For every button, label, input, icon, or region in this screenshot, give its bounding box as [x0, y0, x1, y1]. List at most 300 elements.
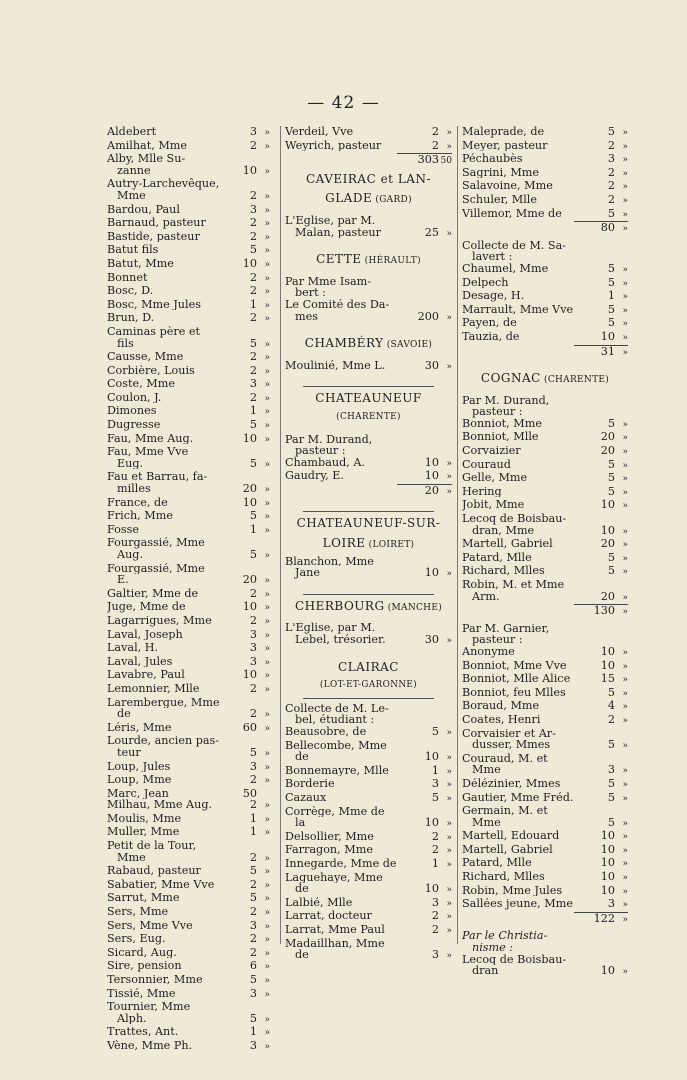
- donor-name: Aldebert: [107, 126, 157, 138]
- heading-region: (MANCHE): [384, 602, 443, 613]
- amount: 3: [249, 759, 257, 773]
- heading-title: GLADE: [325, 191, 373, 206]
- donor-row: [107, 669, 270, 683]
- amount-unit: »: [446, 361, 452, 372]
- amount-unit: »: [264, 644, 270, 655]
- donor-row: [285, 792, 452, 806]
- donor-row: [462, 431, 628, 445]
- donor-name: Bonnet: [107, 271, 148, 284]
- donor-row: [285, 470, 452, 484]
- amount: 20: [242, 573, 257, 587]
- divider-rule: [303, 698, 434, 699]
- heading-title: CAVEIRAC et LAN-: [305, 171, 432, 186]
- donor-row: [462, 830, 628, 844]
- donor-row: [462, 304, 628, 318]
- section-heading: [285, 338, 452, 352]
- amount: 5: [431, 725, 439, 738]
- donor-name: Tissié, Mme: [107, 987, 176, 1000]
- donor-name: Robin, Mme Jules: [462, 884, 563, 897]
- amount-unit: »: [622, 886, 628, 897]
- donor-row: [462, 240, 628, 252]
- donor-row: [107, 204, 270, 218]
- amount: 1: [249, 522, 257, 536]
- donor-name: Gautier, Mme Fréd.: [462, 791, 574, 804]
- donor-name: Sers, Mme: [107, 906, 169, 918]
- donor-row: [462, 623, 628, 635]
- donor-row: [462, 525, 628, 539]
- amount: 2: [249, 850, 257, 864]
- donor-row: [285, 883, 452, 897]
- amount-unit: »: [622, 433, 628, 444]
- donor-row: [107, 865, 270, 879]
- donor-name: Jobit, Mme: [462, 499, 525, 512]
- amount-unit: »: [622, 818, 628, 829]
- amount-unit: »: [446, 128, 452, 138]
- donor-name: Mme: [117, 189, 146, 202]
- amount-unit: »: [622, 832, 628, 843]
- heading-title: LOIRE: [322, 536, 366, 551]
- amount: 2: [249, 138, 257, 152]
- amount-unit: »: [622, 967, 628, 978]
- amount-unit: »: [264, 1014, 270, 1025]
- donor-name: Richard, Mlles: [462, 871, 545, 883]
- donor-row: [462, 646, 628, 660]
- amount-unit: »: [264, 525, 270, 536]
- donor-name: Moulis, Mme: [107, 812, 182, 825]
- amount: 5: [249, 456, 257, 470]
- amount-unit: »: [622, 526, 628, 537]
- amount-unit: »: [264, 551, 270, 561]
- amount: 2: [607, 712, 615, 726]
- section-heading: [285, 659, 452, 676]
- donor-row: [285, 434, 452, 446]
- amount: 10: [600, 644, 615, 658]
- donor-name: Barnaud, pasteur: [107, 217, 206, 229]
- amount-unit: »: [622, 168, 628, 179]
- donor-row: [107, 351, 270, 365]
- amount-unit: »: [446, 859, 452, 870]
- donor-row: [285, 140, 452, 154]
- spacer: [285, 268, 452, 276]
- amount: 15: [600, 672, 615, 686]
- donor-name: Fau, Mme Aug.: [107, 432, 194, 445]
- donor-row: [107, 338, 270, 352]
- amount: 1: [249, 1025, 257, 1039]
- amount: 10: [424, 816, 439, 830]
- amount: 5: [607, 685, 615, 699]
- donor-name: Arm.: [472, 590, 500, 603]
- donor-name: Lebel, trésorier.: [295, 634, 386, 646]
- amount-unit: »: [446, 885, 452, 896]
- amount-unit: »: [264, 512, 270, 523]
- amount-unit: »: [446, 912, 452, 923]
- spacer: [462, 359, 628, 367]
- amount-unit: 50: [440, 156, 452, 167]
- heading-title: CHATEAUNEUF: [315, 391, 422, 406]
- amount: 10: [600, 523, 615, 537]
- amount: 10: [424, 455, 439, 469]
- donor-name: Dugresse: [107, 419, 161, 431]
- amount: 1: [431, 856, 439, 870]
- donor-name: Bosc, Mme Jules: [107, 298, 201, 311]
- donor-name: Aug.: [117, 549, 144, 561]
- amount-unit: »: [264, 459, 270, 470]
- amount-unit: »: [622, 914, 628, 925]
- amount-unit: »: [622, 715, 628, 726]
- donor-row: [462, 277, 628, 291]
- amount: 5: [249, 548, 257, 561]
- amount-unit: »: [622, 278, 628, 289]
- donor-row: [462, 126, 628, 140]
- donor-name: Maleprade, de: [462, 126, 545, 138]
- donor-name: Mme: [472, 816, 501, 829]
- amount-unit: »: [264, 723, 270, 734]
- subtotal-row: [574, 912, 628, 927]
- amount-unit: »: [264, 393, 270, 404]
- amount-unit: »: [622, 793, 628, 804]
- amount-unit: »: [622, 182, 628, 193]
- amount: 3: [607, 152, 615, 166]
- donor-row: [285, 938, 452, 950]
- donor-row: [107, 960, 270, 974]
- donor-name: Sers, Eug.: [107, 933, 166, 945]
- donor-row: [107, 799, 270, 813]
- amount-unit: »: [264, 828, 270, 839]
- donor-name: Corrège, Mme de: [285, 805, 385, 818]
- amount-unit: »: [622, 702, 628, 713]
- donor-name: Patard, Mlle: [462, 551, 532, 564]
- donor-row: [285, 778, 452, 792]
- amount-unit: »: [264, 191, 270, 202]
- donor-row: [462, 660, 628, 674]
- amount: 5: [249, 1011, 257, 1025]
- amount-unit: »: [622, 305, 628, 316]
- amount-unit: »: [622, 675, 628, 686]
- amount-unit: »: [446, 832, 452, 843]
- amount: 2: [607, 179, 615, 193]
- donor-name: Bonniot, Mlle Alice: [462, 673, 571, 685]
- amount: 3: [249, 1038, 257, 1052]
- donor-row: [462, 208, 628, 222]
- donor-name: Bastide, pasteur: [107, 230, 200, 243]
- donor-name: Collecte de M. Le-: [285, 702, 389, 715]
- donor-name: dran: [472, 965, 499, 977]
- amount: 2: [249, 229, 257, 243]
- amount-unit: »: [264, 259, 270, 270]
- amount-unit: »: [264, 853, 270, 864]
- spacer: [285, 324, 452, 332]
- amount-unit: »: [264, 485, 270, 496]
- donor-name: Loup, Mme: [107, 774, 172, 786]
- amount: 2: [607, 192, 615, 206]
- donor-name: Rabaud, pasteur: [107, 865, 201, 877]
- amount-unit: »: [264, 962, 270, 973]
- donor-row: [462, 290, 628, 304]
- donor-row: [285, 910, 452, 924]
- donor-row: [462, 263, 628, 277]
- amount-unit: »: [264, 976, 270, 986]
- amount: 200: [417, 309, 439, 323]
- amount-unit: »: [264, 434, 270, 445]
- donor-row: [107, 392, 270, 406]
- amount-unit: »: [264, 776, 270, 787]
- amount-unit: »: [264, 576, 270, 587]
- amount-unit: »: [446, 312, 452, 323]
- donor-row: [107, 510, 270, 524]
- donor-name: Brun, D.: [107, 312, 155, 324]
- amount-unit: »: [446, 458, 452, 469]
- column-left: [107, 126, 270, 1054]
- amount-unit: »: [622, 540, 628, 551]
- amount: 5: [607, 471, 615, 485]
- amount: 10: [242, 256, 257, 270]
- section-heading: [462, 373, 628, 387]
- amount-unit: »: [264, 1041, 270, 1052]
- amount-unit: »: [264, 710, 270, 721]
- donor-name: Patard, Mlle: [462, 857, 532, 870]
- subtotal-row: [397, 153, 452, 168]
- donor-name: Bosc, D.: [107, 285, 154, 297]
- donor-name: L'Eglise, par M.: [285, 214, 376, 227]
- donor-name: Laval, Jules: [107, 655, 173, 668]
- donor-name: Alph.: [117, 1012, 147, 1025]
- donor-row: [462, 714, 628, 728]
- donor-row: [107, 892, 270, 906]
- donor-row: [462, 167, 628, 181]
- amount-unit: »: [446, 925, 452, 936]
- donor-row: [107, 920, 270, 934]
- donor-row: [107, 774, 270, 788]
- amount: 10: [600, 329, 615, 343]
- donor-row: [285, 751, 452, 765]
- donor-name: Fau et Barrau, fa-: [107, 471, 208, 484]
- donor-name: Villemor, Mme de: [462, 207, 562, 220]
- donor-row: [462, 153, 628, 167]
- donor-row: [107, 601, 270, 615]
- donor-name: Sabatier, Mme Vve: [107, 878, 215, 891]
- amount: 2: [431, 829, 439, 843]
- donor-name: bert :: [295, 287, 326, 299]
- amount: 5: [249, 418, 257, 432]
- donor-row: [285, 817, 452, 831]
- donor-name: Cazaux: [285, 791, 327, 804]
- donor-name: dran, Mme: [472, 524, 535, 537]
- donor-name: Schuler, Mlle: [462, 193, 538, 206]
- donor-row: [462, 687, 628, 701]
- amount-unit: »: [622, 688, 628, 699]
- amount-unit: »: [622, 647, 628, 658]
- amount: 10: [600, 883, 615, 897]
- amount-unit: »: [264, 657, 270, 668]
- amount-unit: »: [264, 380, 270, 391]
- donor-row: [285, 567, 452, 581]
- amount: 5: [607, 550, 615, 564]
- amount-unit: »: [622, 264, 628, 275]
- donor-row: [462, 565, 628, 579]
- donor-row: [462, 700, 628, 714]
- donor-name: Lalbié, Mlle: [285, 896, 353, 909]
- amount-unit: »: [622, 460, 628, 471]
- amount: 5: [607, 776, 615, 790]
- amount: 3: [431, 777, 439, 791]
- amount: 3: [249, 654, 257, 668]
- amount: 5: [607, 275, 615, 289]
- amount: 10: [242, 495, 257, 509]
- donor-row: [107, 788, 270, 800]
- donor-name: lavert :: [472, 251, 513, 263]
- donor-row: [107, 537, 270, 549]
- amount-unit: »: [264, 589, 270, 600]
- amount: 2: [249, 707, 257, 721]
- divider-rule: [303, 511, 434, 512]
- heading-region: (CHARENTE): [540, 375, 610, 386]
- amount: 2: [249, 350, 257, 364]
- donor-row: [462, 792, 628, 806]
- amount: 10: [600, 658, 615, 672]
- amount-unit: »: [446, 753, 452, 764]
- amount: 5: [607, 261, 615, 275]
- donor-name: Madaillhan, Mme: [285, 937, 385, 950]
- donor-name: Laval, H.: [107, 642, 159, 654]
- amount: 5: [249, 336, 257, 350]
- donor-row: [107, 1001, 270, 1013]
- donor-row: [107, 446, 270, 458]
- donor-row: [285, 924, 452, 938]
- donor-name: Loup, Jules: [107, 760, 171, 773]
- amount-unit: »: [264, 1028, 270, 1039]
- donor-name: Tersonnier, Mme: [107, 974, 203, 986]
- donor-name: Martell, Gabriel: [462, 843, 553, 856]
- donor-row: [107, 826, 270, 840]
- donor-row: [285, 287, 452, 299]
- amount: 10: [600, 856, 615, 870]
- donor-name: Délézinier, Mmes: [462, 777, 561, 790]
- amount-unit: »: [264, 880, 270, 891]
- amount: 2: [607, 138, 615, 152]
- donor-name: Malan, pasteur: [295, 226, 381, 239]
- donor-name: Laval, Joseph: [107, 628, 183, 641]
- amount-unit: »: [446, 228, 452, 239]
- amount: 20: [424, 483, 439, 497]
- amount: 3: [249, 918, 257, 932]
- amount-unit: »: [264, 603, 270, 614]
- donor-name: Lourde, ancien pas-: [107, 735, 220, 747]
- amount: 5: [607, 416, 615, 430]
- amount: 6: [249, 959, 257, 973]
- amount-unit: »: [622, 347, 628, 358]
- donor-row: [107, 178, 270, 190]
- heading-region: (LOIRET): [365, 540, 415, 551]
- amount-unit: »: [622, 419, 628, 430]
- donor-row: [107, 761, 270, 775]
- donor-name: Dimones: [107, 405, 157, 418]
- amount: 2: [249, 586, 257, 600]
- donor-name: Milhau, Mme Aug.: [107, 799, 213, 811]
- amount-unit: »: [446, 846, 452, 857]
- amount: 5: [607, 564, 615, 578]
- donor-name: Juge, Mme de: [107, 601, 186, 613]
- divider-rule: [303, 594, 434, 595]
- column-divider: [457, 126, 458, 944]
- donor-name: Larrat, docteur: [285, 910, 372, 922]
- donor-name: Collecte de M. Sa-: [462, 239, 567, 252]
- amount: 5: [607, 457, 615, 471]
- amount: 5: [431, 790, 439, 804]
- donor-name: Bellecombe, Mme: [285, 739, 387, 752]
- donor-name: Galtier, Mme de: [107, 587, 199, 600]
- amount: 20: [600, 444, 615, 458]
- heading-region: (HÉRAULT): [361, 256, 421, 267]
- donor-row: [285, 634, 452, 648]
- amount: 2: [431, 922, 439, 936]
- amount-unit: »: [622, 553, 628, 564]
- donor-name: Farragon, Mme: [285, 844, 373, 856]
- donor-name: Payen, de: [462, 317, 517, 329]
- donor-row: [462, 418, 628, 432]
- donor-row: [285, 844, 452, 858]
- amount: 10: [424, 882, 439, 896]
- donor-name: Chaumel, Mme: [462, 262, 549, 275]
- donor-row: [285, 126, 452, 140]
- section-heading: [285, 538, 452, 552]
- donor-name: Par le Christia-: [462, 930, 548, 943]
- amount: 80: [600, 221, 615, 235]
- donor-name: Tournier, Mme: [107, 1001, 191, 1013]
- amount-unit: »: [446, 141, 452, 152]
- donor-row: [107, 405, 270, 419]
- amount: 20: [600, 589, 615, 603]
- amount-unit: »: [622, 766, 628, 777]
- amount-unit: »: [264, 407, 270, 418]
- donor-row: [107, 326, 270, 338]
- donor-row: [107, 165, 270, 179]
- donor-name: pasteur :: [472, 406, 523, 418]
- donor-row: [285, 726, 452, 740]
- heading-title: CHAMBÉRY: [304, 336, 384, 351]
- donor-row: [462, 673, 628, 687]
- amount: 2: [607, 165, 615, 179]
- amount: 1: [431, 763, 439, 777]
- amount: 3: [607, 763, 615, 777]
- amount: 5: [249, 243, 257, 257]
- amount: 1: [249, 825, 257, 839]
- amount-unit: »: [446, 793, 452, 804]
- donor-row: [107, 747, 270, 761]
- amount-unit: »: [622, 873, 628, 884]
- amount: 2: [249, 798, 257, 812]
- amount: 2: [431, 909, 439, 923]
- amount-unit: »: [446, 728, 452, 738]
- amount: 2: [249, 216, 257, 230]
- donor-row: [107, 244, 270, 258]
- amount-unit: »: [622, 501, 628, 512]
- donor-row: [462, 885, 628, 899]
- spacer: [462, 387, 628, 395]
- donor-row: [462, 764, 628, 778]
- amount: 2: [249, 311, 257, 325]
- amount-unit: »: [446, 819, 452, 830]
- donor-name: Meyer, pasteur: [462, 139, 548, 152]
- donor-name: Robin, M. et Mme: [462, 579, 565, 591]
- donor-name: de: [295, 751, 309, 763]
- amount: 10: [424, 566, 439, 580]
- donor-row: [107, 683, 270, 697]
- amount: 1: [249, 404, 257, 418]
- subtotal-row: [574, 345, 628, 360]
- divider-rule: [303, 386, 434, 387]
- amount: 30: [424, 358, 439, 372]
- donor-name: Batut fils: [107, 244, 159, 256]
